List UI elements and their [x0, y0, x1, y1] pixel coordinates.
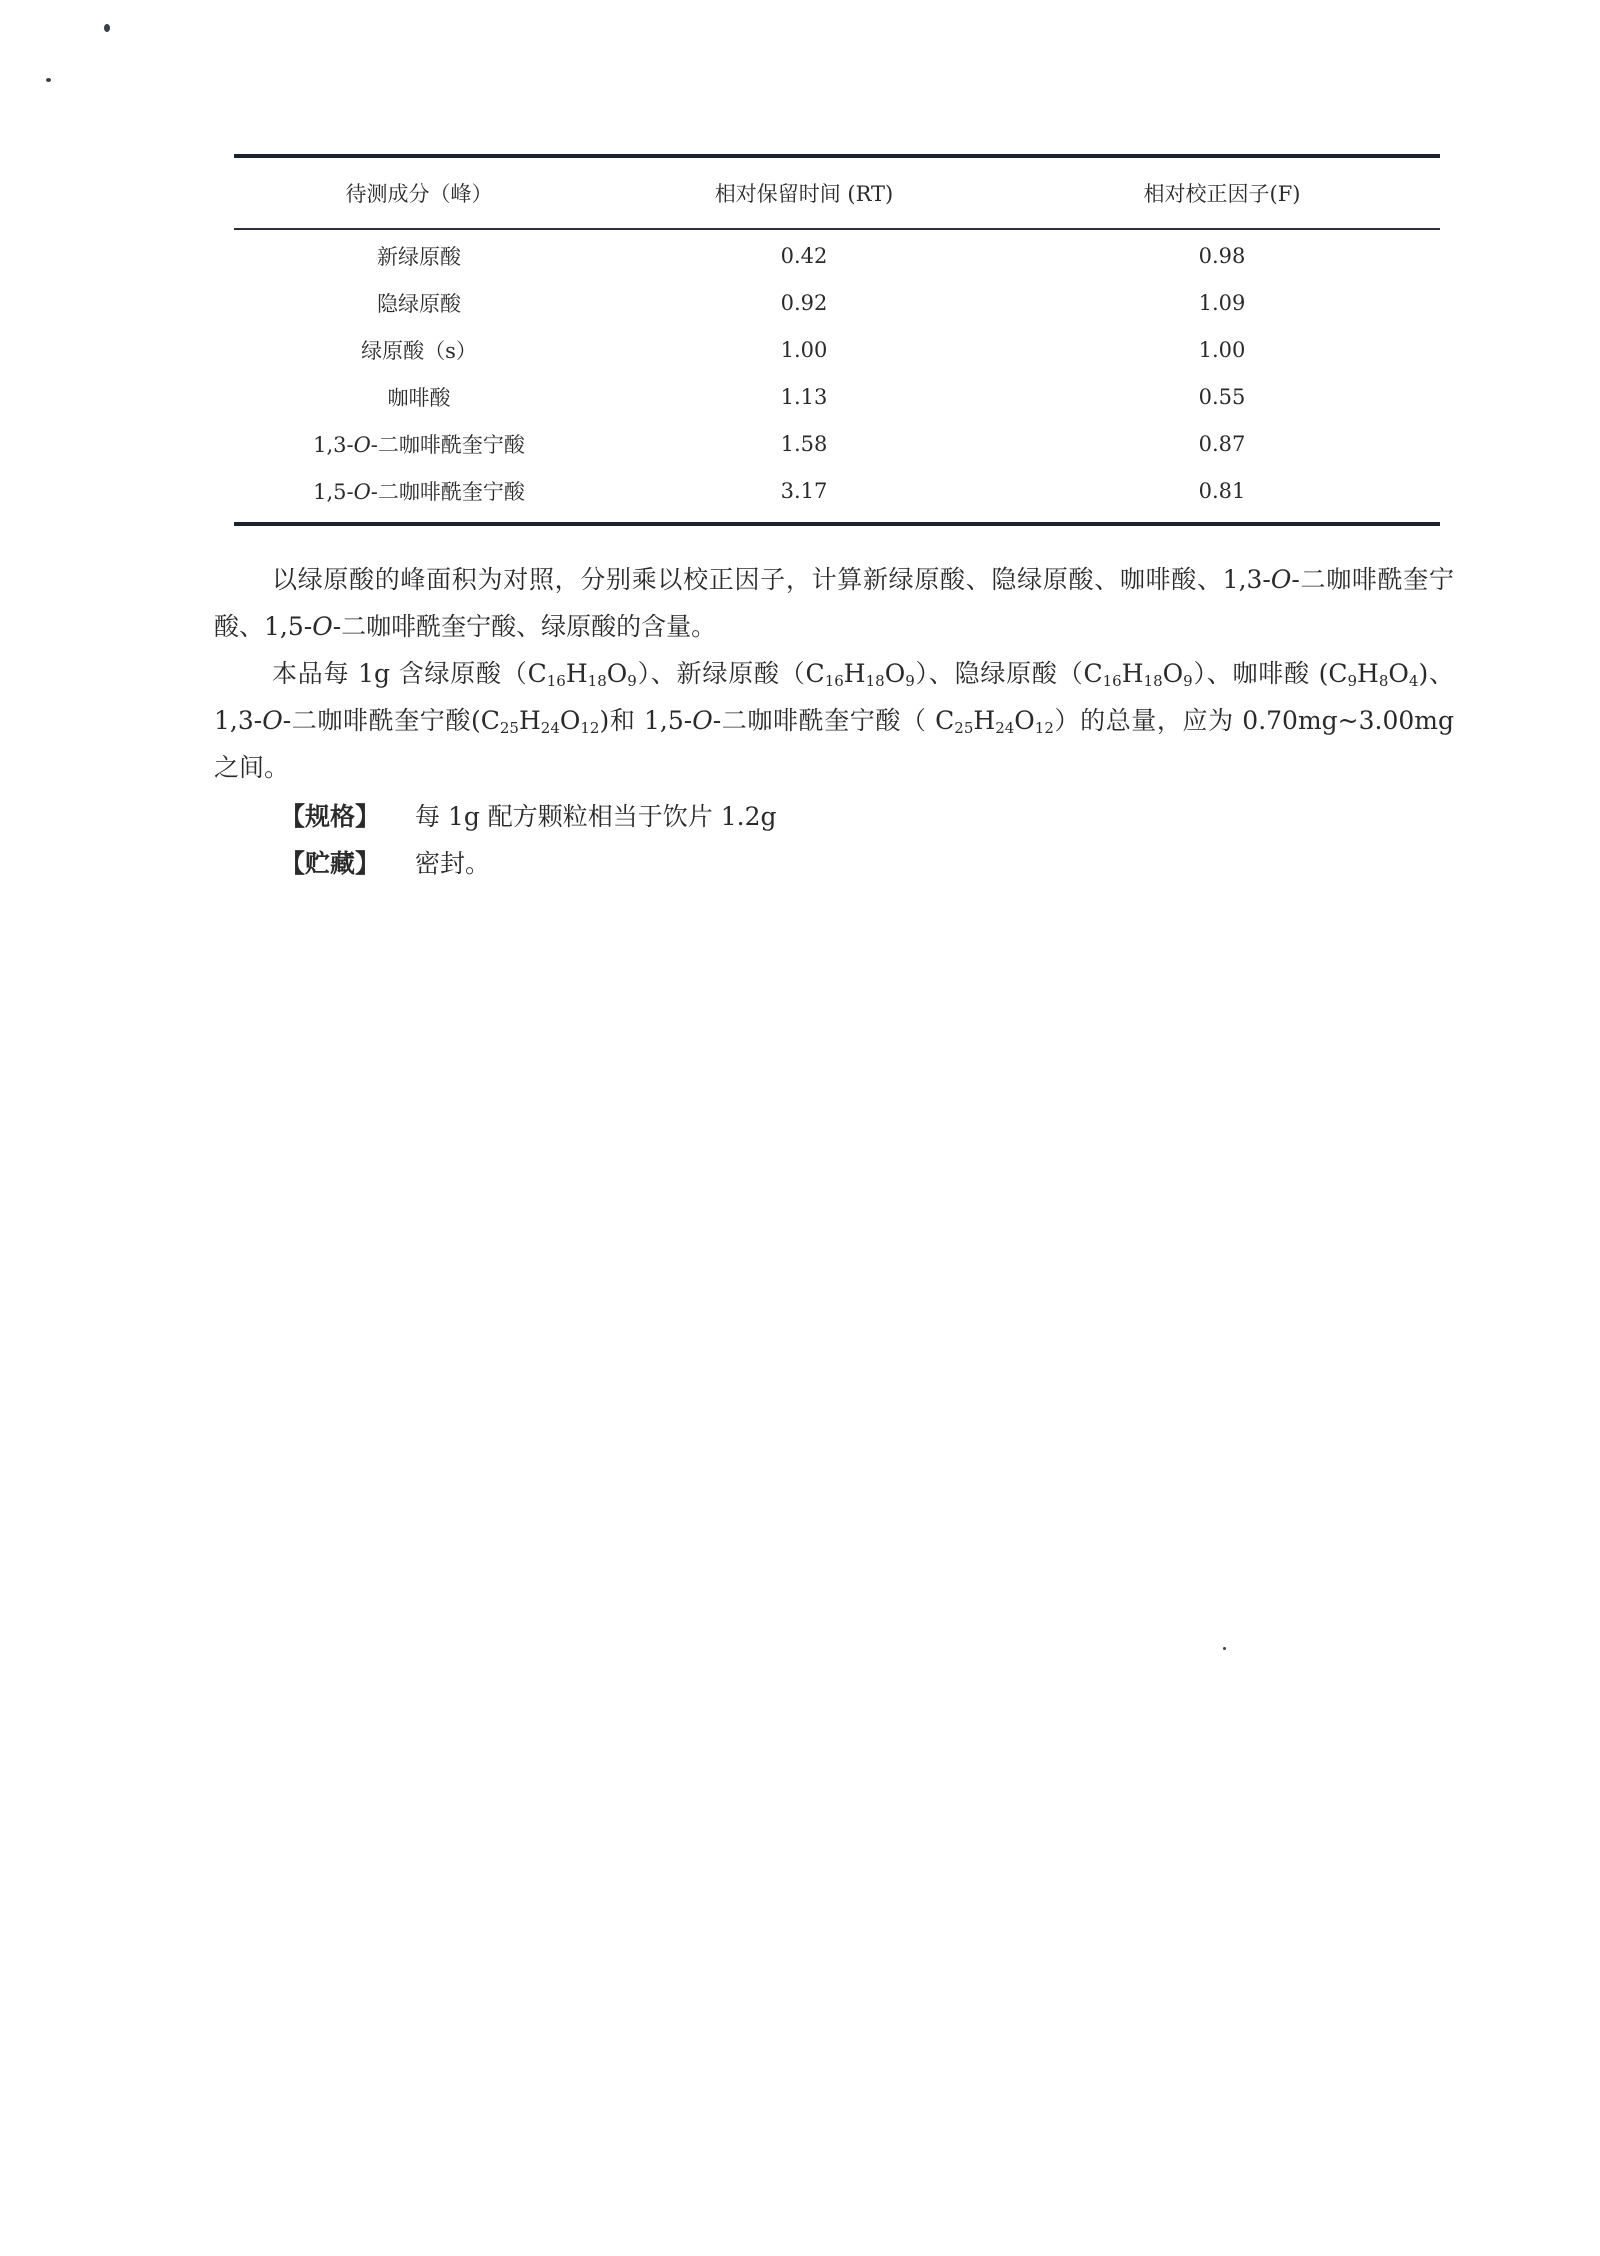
spec-value: 每 1g 配方颗粒相当于饮片 1.2g: [415, 802, 777, 831]
f-value: 0.98: [1198, 243, 1246, 268]
f-value: 0.55: [1198, 384, 1246, 409]
table-row: [234, 373, 1440, 420]
table-row: [234, 279, 1440, 326]
rt-value: 0.92: [780, 290, 828, 315]
table-header-row: [234, 158, 1440, 228]
component-name: 隐绿原酸: [377, 291, 461, 316]
table-row: [234, 326, 1440, 373]
f-value: 0.81: [1198, 478, 1246, 503]
rt-value: 1.58: [780, 431, 828, 456]
relative-factor-table: [234, 154, 1440, 526]
calculation-paragraph: 以绿原酸的峰面积为对照，分别乘以校正因子，计算新绿原酸、隐绿原酸、咖啡酸、1,3-O-二咖啡酰奎宁酸、1,5-O-二咖啡酰奎宁酸、绿原酸的含量。: [214, 565, 1454, 641]
spec-specification: [280, 795, 777, 835]
assay-text: [214, 556, 1454, 791]
spec-label: 【规格】: [280, 802, 381, 831]
component-name: 绿原酸（s）: [361, 338, 477, 363]
header-relative-correction-factor: 相对校正因子(F): [1143, 182, 1301, 206]
rt-value: 1.00: [780, 337, 828, 362]
f-value: 1.00: [1198, 337, 1246, 362]
content-limit-paragraph: 本品每 1g 含绿原酸$(C_{16}H_{18}O_9)$、新绿原酸$(C_{16}H_{18}O_9)$、隐绿原酸$(C_{16}H_{18}O_9)$、咖啡酸 $(C_9H_8O_4)$、1,3-O-二咖啡酰奎宁酸$(C_{25}H_{24}O_{12})$和 1,5-O-二咖啡酰奎宁酸（ $C_{25}H_{24}O_{12}$）的总量，应为 0.70mg~3.00mg 之间。: [214, 659, 1454, 782]
scan-speck: [104, 24, 110, 32]
table-body: [234, 230, 1440, 522]
scan-speck: [1223, 1647, 1226, 1650]
spec-storage: [280, 842, 490, 882]
table-row: [234, 232, 1440, 279]
header-component: 待测成分（峰）: [345, 182, 493, 206]
table-bottom-rule: [234, 522, 1440, 526]
component-name: 咖啡酸: [387, 385, 451, 410]
spec-value: 密封。: [415, 849, 491, 878]
component-name: 1,3-O-二咖啡酰奎宁酸: [313, 432, 525, 457]
f-value: 0.87: [1198, 431, 1246, 456]
table-row: [234, 420, 1440, 467]
component-name: 新绿原酸: [377, 244, 461, 269]
rt-value: 3.17: [780, 478, 828, 503]
rt-value: 0.42: [780, 243, 828, 268]
scan-speck: [46, 78, 51, 82]
header-relative-retention-time: 相对保留时间 (RT): [714, 182, 894, 206]
spec-label: 【贮藏】: [280, 849, 381, 878]
rt-value: 1.13: [780, 384, 828, 409]
f-value: 1.09: [1198, 290, 1246, 315]
table-row: [234, 467, 1440, 514]
component-name: 1,5-O-二咖啡酰奎宁酸: [313, 479, 525, 504]
